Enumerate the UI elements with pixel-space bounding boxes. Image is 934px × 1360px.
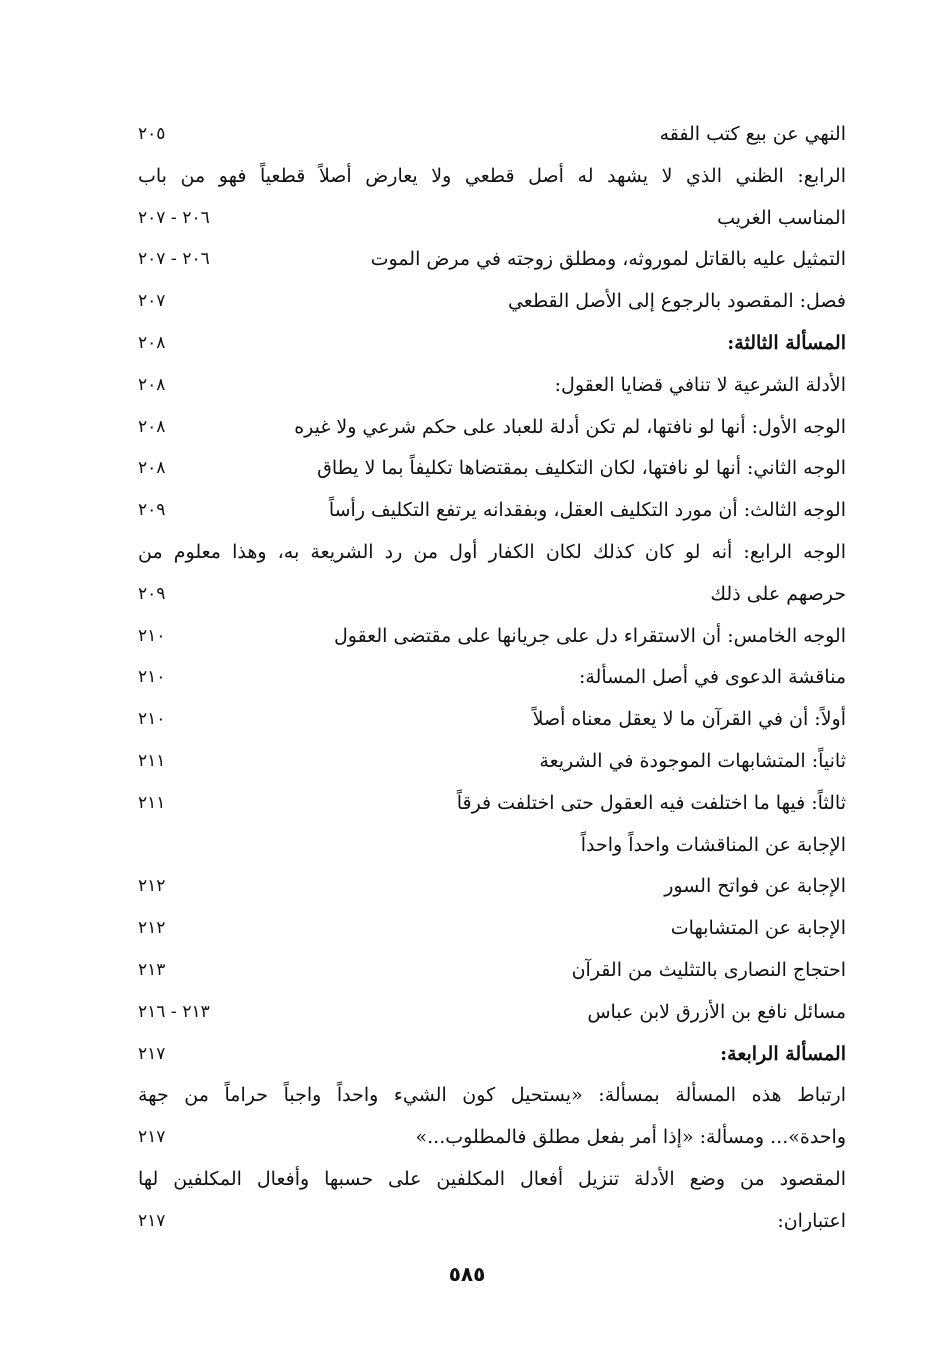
toc-entry-page: ٢١٢	[138, 876, 166, 897]
toc-entry-title: احتجاج النصارى بالتثليث من القرآن	[571, 958, 846, 981]
toc-entry-page: ٢١٧	[138, 1043, 166, 1064]
section-heading: المسألة الثالثة:	[727, 331, 846, 354]
toc-entry-page: ٢٠٦ - ٢٠٧	[138, 249, 210, 270]
toc-entry-title: فصل: المقصود بالرجوع إلى الأصل القطعي	[507, 290, 846, 313]
page-number: ٥٨٥	[448, 1262, 486, 1286]
toc-entry-title: المناسب الغريب	[717, 206, 846, 229]
toc-entry-page: ٢١٣ - ٢١٦	[138, 1001, 210, 1022]
toc-entry	[138, 448, 846, 490]
toc-entry-title: التمثيل عليه بالقاتل لموروثه، ومطلق زوجته في مرض الموت	[370, 248, 846, 271]
toc-entry-page: ٢٠٨	[138, 416, 166, 437]
toc-entry	[138, 950, 846, 992]
toc-entry	[138, 616, 846, 658]
toc-entry	[138, 407, 846, 449]
toc-entry-page: ٢٠٦ - ٢٠٧	[138, 207, 210, 228]
toc-entry	[138, 1075, 846, 1117]
toc-entry	[138, 323, 846, 365]
table-of-contents	[138, 114, 846, 1243]
toc-entry-title: الإجابة عن فواتح السور	[664, 875, 846, 898]
toc-entry-title: الوجه الأول: أنها لو نافتها، لم تكن أدلة للعباد على حكم شرعي ولا غيره	[294, 415, 846, 438]
toc-entry-title: اعتباران:	[777, 1209, 846, 1232]
toc-entry-page: ٢٠٨	[138, 374, 166, 395]
toc-entry-page: ٢٠٥	[138, 124, 166, 144]
toc-entry-title: مناقشة الدعوى في أصل المسألة:	[578, 666, 846, 689]
toc-entry	[138, 992, 846, 1034]
toc-entry-title: الوجه الرابع: أنه لو كان كذلك لكان الكفار أول من رد الشريعة به، وهذا معلوم من	[138, 540, 846, 563]
toc-entry	[138, 490, 846, 532]
toc-entry	[138, 908, 846, 950]
toc-entry	[138, 239, 846, 281]
toc-entry-page: ٢١٧	[138, 1210, 166, 1231]
toc-entry	[138, 783, 846, 825]
toc-entry	[138, 825, 846, 867]
toc-entry	[138, 281, 846, 323]
toc-entry	[138, 1159, 846, 1201]
toc-entry-title: ارتباط هذه المسألة بمسألة: «يستحيل كون الشيء واحداً واجباً حراماً من جهة	[138, 1084, 846, 1107]
toc-entry-page: ٢٠٧	[138, 291, 166, 312]
toc-entry-title: أولاً: أن في القرآن ما لا يعقل معناه أصلاً	[532, 708, 846, 731]
toc-entry-page: ٢١١	[138, 750, 166, 771]
toc-entry-page: ٢٠٨	[138, 332, 166, 353]
toc-entry	[138, 866, 846, 908]
toc-entry-title: مسائل نافع بن الأزرق لابن عباس	[587, 1000, 846, 1023]
toc-entry-page: ٢٠٨	[138, 458, 166, 479]
toc-entry-page: ٢١٣	[138, 959, 166, 980]
toc-entry	[138, 532, 846, 574]
toc-entry	[138, 699, 846, 741]
toc-entry	[138, 198, 846, 240]
toc-entry-title: الوجه الثالث: أن مورد التكليف العقل، وبفقدانه يرتفع التكليف رأساً	[328, 499, 846, 522]
toc-entry-page: ٢١٢	[138, 918, 166, 939]
toc-entry-page: ٢١٠	[138, 709, 166, 730]
toc-entry-title: الأدلة الشرعية لا تنافي قضايا العقول:	[554, 373, 846, 396]
toc-entry-title: الوجه الثاني: أنها لو نافتها، لكان التكليف بمقتضاها تكليفاً بما لا يطاق	[317, 457, 846, 480]
toc-entry	[138, 1201, 846, 1243]
toc-entry-page: ٢١٧	[138, 1127, 166, 1148]
toc-entry-title: حرصهم على ذلك	[710, 582, 846, 605]
toc-entry	[138, 365, 846, 407]
toc-entry	[138, 657, 846, 699]
toc-entry-title: النهي عن بيع كتب الفقه	[659, 123, 846, 145]
toc-entry	[138, 574, 846, 616]
toc-entry	[138, 741, 846, 783]
toc-entry-page: ٢١١	[138, 792, 166, 813]
toc-entry-title: ثالثاً: فيها ما اختلفت فيه العقول حتى اختلفت فرقاً	[456, 791, 846, 814]
toc-entry-title: الوجه الخامس: أن الاستقراء دل على جريانها على مقتضى العقول	[333, 624, 846, 647]
toc-entry-title: الإجابة عن المتشابهات	[670, 917, 846, 940]
toc-entry	[138, 156, 846, 198]
toc-entry	[138, 114, 846, 156]
toc-entry-page: ٢١٠	[138, 667, 166, 688]
toc-entry	[138, 1034, 846, 1076]
toc-entry-title: المقصود من وضع الأدلة تنزيل أفعال المكلفين على حسبها وأفعال المكلفين لها	[138, 1167, 846, 1190]
toc-entry-title: الرابع: الظني الذي لا يشهد له أصل قطعي ولا يعارض أصلاً قطعياً فهو من باب	[138, 164, 846, 187]
toc-entry	[138, 1117, 846, 1159]
toc-entry-title: الإجابة عن المناقشات واحداً واحداً	[580, 833, 846, 856]
toc-entry-page: ٢٠٩	[138, 583, 166, 604]
toc-entry-title: واحدة»... ومسألة: «إذا أمر بفعل مطلق فالمطلوب...»	[415, 1126, 846, 1149]
toc-entry-page: ٢٠٩	[138, 500, 166, 521]
section-heading: المسألة الرابعة:	[720, 1042, 846, 1065]
toc-entry-title: ثانياً: المتشابهات الموجودة في الشريعة	[539, 749, 846, 772]
toc-entry-page: ٢١٠	[138, 625, 166, 646]
